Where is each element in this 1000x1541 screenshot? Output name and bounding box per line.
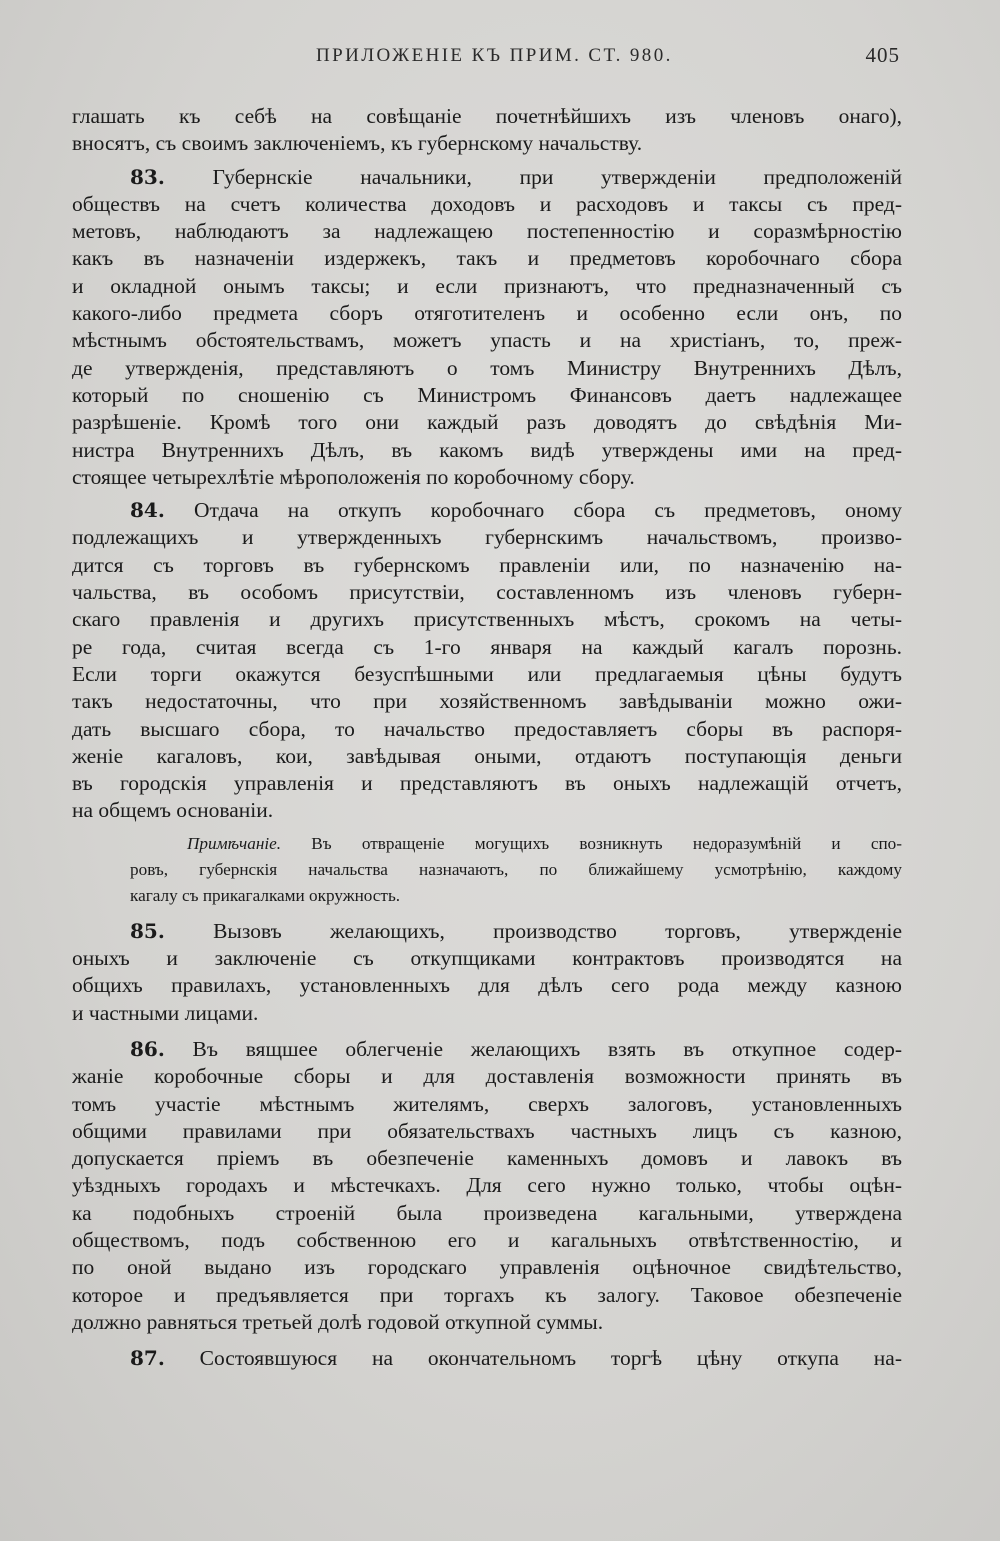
text-line-content: Отдача на откупъ коробочнаго сбора съ предметовъ, оному (194, 498, 902, 523)
article-number: 85. (130, 918, 165, 943)
text-line (72, 497, 902, 524)
text-line: подлежащихъ и утвержденныхъ губернскимъ начальствомъ, произво- (72, 525, 902, 550)
text-line: и частными лицами. (72, 1000, 259, 1025)
text-line: какого-либо предмета сборъ отяготителенъ и особенно если онъ, по (72, 301, 902, 326)
text-line: чальства, въ особомъ присутствіи, составленномъ изъ членовъ губерн- (72, 580, 902, 605)
text-line: такъ недостаточны, что при хозяйственномъ завѣдываніи можно ожи- (72, 689, 902, 714)
text-line: должно равняться третьей долѣ годовой откупной суммы. (72, 1309, 604, 1334)
text-line: обществъ на счетъ количества доходовъ и расходовъ и таксы съ пред- (72, 191, 902, 216)
page-header (72, 45, 902, 77)
text-line: на общемъ основаніи. (72, 798, 274, 823)
page-number: 405 (865, 43, 900, 67)
text-line: женіе кагаловъ, кои, завѣдывая оными, отдаютъ поступающія деньги (72, 743, 902, 768)
text-line: и окладной онымъ таксы; и если признаютъ, что предназначенный съ (72, 273, 902, 298)
text-line: жаніе коробочные сборы и для доставленія возможности принять въ (72, 1064, 902, 1089)
text-line: общими правилами при обязательствахъ частныхъ лицъ съ казною, (72, 1118, 902, 1143)
text-line: де утвержденія, представляютъ о томъ Министру Внутреннихъ Дѣлъ, (72, 355, 902, 380)
text-line: который по сношенію съ Министромъ Финансовъ даетъ надлежащее (72, 382, 902, 407)
text-line: ре года, считая всегда съ 1-го января на каждый кагалъ порознь. (72, 634, 902, 659)
article-84-note (130, 831, 902, 909)
text-line: допускается пріемъ въ обезпеченіе каменныхъ домовъ и лавокъ въ (72, 1146, 902, 1171)
paragraph-continuation (72, 103, 902, 158)
note-line-content: Въ отвращеніе могущихъ возникнуть недоразумѣній и спо- (311, 833, 902, 853)
text-line: разрѣшеніе. Кромѣ того они каждый разъ доводятъ до свѣдѣнія Ми- (72, 410, 902, 435)
article-number: 86. (130, 1036, 165, 1061)
text-line: обществомъ, подъ собственною его и кагальныхъ отвѣтственностію, и (72, 1227, 902, 1252)
text-line: по оной выдано изъ городскаго управленія оцѣночное свидѣтельство, (72, 1255, 902, 1280)
running-head: ПРИЛОЖЕНІЕ КЪ ПРИМ. СТ. 980. (316, 45, 673, 66)
text-line: томъ участіе мѣстнымъ жителямъ, сверхъ залоговъ, установленныхъ (72, 1091, 902, 1116)
text-line: которое и предъявляется при торгахъ къ залогу. Таковое обезпеченіе (72, 1282, 902, 1307)
text-line: общихъ правилахъ, установленныхъ для дѣлъ сего рода между казною (72, 973, 902, 998)
text-line-content: Въ вящшее облегченіе желающихъ взять въ откупное содер- (192, 1036, 902, 1061)
article-86 (72, 1036, 902, 1336)
note-line: кагалу съ прикагалками окружность. (130, 885, 401, 905)
text-line: вносятъ, съ своимъ заключеніемъ, къ губернскому начальству. (72, 131, 643, 156)
article-87 (72, 1345, 902, 1372)
text-line-content: Губернскіе начальники, при утвержденіи предположеній (212, 164, 902, 189)
text-line: метовъ, наблюдаютъ за надлежащею постепенностію и соразмѣрностію (72, 219, 902, 244)
text-line (72, 1345, 902, 1372)
text-line: дится съ торговъ въ губернскомъ правленіи или, по назначенію на- (72, 552, 902, 577)
text-line: мѣстнымъ обстоятельствамъ, можетъ упасть и на христіанъ, то, преж- (72, 328, 902, 353)
text-line: уѣздныхъ городахъ и мѣстечкахъ. Для сего нужно только, чтобы оцѣн- (72, 1173, 902, 1198)
text-line: глашать къ себѣ на совѣщаніе почетнѣйшихъ изъ членовъ онаго), (72, 104, 902, 128)
text-line: Если торги окажутся безуспѣшными или предлагаемыя цѣны будутъ (72, 661, 902, 686)
article-number: 84. (130, 498, 165, 523)
note-line: ровъ, губернскія начальства назначаютъ, по ближайшему усмотрѣнію, каждому (130, 859, 902, 879)
text-line-content: Состоявшуюся на окончательномъ торгѣ цѣну откупа на- (199, 1346, 902, 1371)
text-line (72, 1036, 902, 1063)
text-line: какъ въ назначеніи издержекъ, такъ и предметовъ коробочнаго сбора (72, 246, 902, 271)
text-line: оныхъ и заключеніе съ откупщиками контрактовъ производятся на (72, 946, 902, 971)
text-line: дать высшаго сбора, то начальство предоставляетъ сборы въ распоря- (72, 716, 902, 741)
text-line: нистра Внутреннихъ Дѣлъ, въ какомъ видѣ утверждены ими на пред- (72, 437, 902, 462)
text-line (72, 918, 902, 945)
page-body (72, 103, 902, 1372)
text-line: въ городскія управленія и представляютъ въ оныхъ надлежащій отчетъ, (72, 771, 902, 796)
text-line (72, 164, 902, 191)
article-number: 87. (130, 1346, 165, 1371)
article-84 (72, 497, 902, 825)
note-line (130, 831, 902, 857)
text-line: стоящее четырехлѣтіе мѣроположенія по коробочному сбору. (72, 464, 635, 489)
note-label: Примѣчаніе. (187, 833, 282, 853)
article-83 (72, 164, 902, 492)
text-line: скаго правленія и другихъ присутственныхъ мѣстъ, срокомъ на четы- (72, 607, 902, 632)
article-85 (72, 918, 902, 1027)
text-line-content: Вызовъ желающихъ, производство торговъ, утвержденіе (213, 918, 902, 943)
text-line: ка подобныхъ строеній была произведена кагальными, утверждена (72, 1200, 902, 1225)
article-number: 83. (130, 164, 165, 189)
